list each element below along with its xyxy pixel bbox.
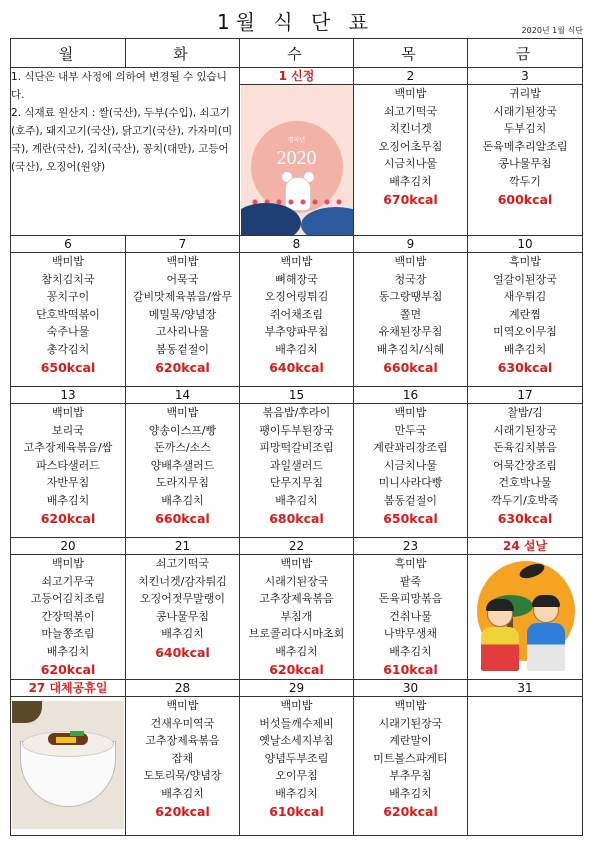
kcal-value: 670kcal bbox=[383, 192, 438, 207]
menu-item: 오징어젓무말랭이 bbox=[139, 592, 225, 605]
seollal-image-cell bbox=[468, 555, 583, 680]
menu-item: 백미밥 bbox=[280, 255, 313, 268]
menu-item: 배추김치 bbox=[275, 342, 318, 356]
menu-item: 만두국 bbox=[394, 423, 427, 437]
menu-item: 배추김치 bbox=[46, 644, 90, 658]
menu-item: 백미밥 bbox=[280, 699, 313, 712]
menu-item: 배추김치 bbox=[389, 644, 432, 658]
menu-item: 돈까스/소스 bbox=[154, 441, 211, 454]
menu-item: 돈육김치볶음 bbox=[493, 441, 557, 454]
kcal-value: 620kcal bbox=[155, 360, 210, 375]
menu-item: 고추장제육볶음/쌈 bbox=[23, 441, 113, 454]
menu-item: 청국장 bbox=[394, 272, 427, 286]
menu-item: 도토리묵/양념장 bbox=[143, 769, 222, 782]
menu-item: 계란말이 bbox=[389, 734, 432, 747]
notice-line-1: 1. 식단은 내부 사정에 의하여 변경될 수 있습니다. bbox=[11, 71, 227, 101]
menu-item: 메밀묵/양념장 bbox=[148, 307, 217, 321]
new-year-small-text: 경자년 bbox=[287, 137, 306, 144]
menu-item: 양념두부조림 bbox=[264, 751, 329, 765]
menu-item: 도라지무침 bbox=[155, 476, 210, 489]
menu-item: 나박무생채 bbox=[383, 627, 438, 640]
menu-item: 옛날소세지부침 bbox=[259, 734, 334, 747]
date-cell: 16 bbox=[354, 387, 468, 404]
menu-item: 양송이스프/빵 bbox=[148, 423, 217, 437]
notice-line-2: 2. 식재료 원산지 : 쌀(국산), 두부(수입), 쇠고기(호주), 돼지고기(국산), 닭고기(국산), 가자미(미국), 계란(국산), 김치(국산), 꽁치(대만), 고등어(국산), 오징어(원양) bbox=[11, 107, 233, 173]
date-cell: 23 bbox=[354, 538, 468, 555]
menu-cell bbox=[126, 555, 240, 680]
kcal-value: 650kcal bbox=[383, 511, 438, 526]
new-year-text: 2020 bbox=[276, 147, 317, 169]
kcal-value: 620kcal bbox=[40, 511, 96, 526]
date-cell: 14 bbox=[126, 387, 240, 404]
weekday-tue: 화 bbox=[126, 39, 240, 68]
kcal-value: 630kcal bbox=[497, 511, 553, 526]
kcal-value: 660kcal bbox=[155, 511, 210, 526]
menu-item: 양배추샐러드 bbox=[150, 458, 215, 472]
kcal-value: 620kcal bbox=[40, 662, 96, 677]
menu-item: 쥐어채조림 bbox=[269, 307, 324, 321]
menu-item: 어묵국 bbox=[166, 272, 199, 286]
menu-item: 쫄면 bbox=[399, 307, 422, 321]
menu-item: 귀리밥 bbox=[509, 87, 541, 100]
menu-item: 배추김치 bbox=[389, 786, 432, 800]
menu-item: 뼈해장국 bbox=[275, 272, 318, 286]
menu-item: 시래기된장국 bbox=[378, 716, 443, 730]
menu-cell bbox=[468, 404, 583, 538]
kcal-value: 610kcal bbox=[383, 662, 438, 677]
date-cell-holiday: 27 대체공휴일 bbox=[11, 680, 126, 697]
menu-item: 백미밥 bbox=[394, 699, 427, 712]
menu-item: 과일샐러드 bbox=[269, 458, 324, 472]
menu-item: 오이무침 bbox=[275, 769, 318, 782]
menu-cell bbox=[126, 404, 240, 538]
menu-item: 배추김치/식혜 bbox=[376, 342, 445, 356]
menu-item: 브로콜리다시마초회 bbox=[248, 627, 345, 640]
kcal-value: 630kcal bbox=[497, 360, 553, 375]
menu-cell bbox=[11, 253, 126, 387]
date-cell: 29 bbox=[240, 680, 354, 697]
menu-item: 돈육메추리알조림 bbox=[482, 139, 568, 153]
page-title: 1월 식 단 표 bbox=[216, 10, 375, 34]
menu-item: 치킨너겟 bbox=[389, 122, 432, 135]
seollal-children-image bbox=[469, 555, 581, 673]
menu-item: 얼갈이된장국 bbox=[493, 272, 557, 286]
newyear-image-cell bbox=[240, 85, 354, 236]
weekday-thu: 목 bbox=[354, 39, 468, 68]
menu-cell bbox=[126, 253, 240, 387]
menu-item: 백미밥 bbox=[52, 255, 84, 268]
menu-item: 깍두기/호박죽 bbox=[491, 493, 559, 507]
menu-item: 배추김치 bbox=[161, 786, 204, 800]
date-cell: 9 bbox=[354, 236, 468, 253]
menu-item: 찰밥/김 bbox=[507, 406, 543, 419]
menu-item: 배추김치 bbox=[389, 174, 432, 188]
menu-item: 콩나물무침 bbox=[155, 609, 210, 623]
menu-item: 흑미밥 bbox=[394, 557, 427, 570]
weekday-mon: 월 bbox=[11, 39, 126, 68]
menu-item: 피망떡갈비조림 bbox=[259, 441, 334, 454]
date-cell: 20 bbox=[11, 538, 126, 555]
menu-item: 계란찜 bbox=[509, 307, 541, 321]
notice-box bbox=[11, 68, 240, 236]
kcal-value: 650kcal bbox=[40, 360, 96, 375]
menu-item: 단무지무침 bbox=[269, 476, 324, 489]
menu-item: 백미밥 bbox=[52, 406, 84, 419]
menu-item: 배추김치 bbox=[46, 493, 90, 507]
menu-cell bbox=[11, 404, 126, 538]
menu-item: 백미밥 bbox=[394, 255, 427, 268]
menu-item: 자반무침 bbox=[46, 476, 90, 489]
menu-item: 시래기된장국 bbox=[493, 104, 557, 118]
menu-item: 두부김치 bbox=[503, 122, 547, 135]
menu-item: 미트볼스파게티 bbox=[373, 751, 448, 765]
empty-menu-cell bbox=[468, 697, 583, 836]
menu-item: 배추김치 bbox=[275, 786, 318, 800]
menu-item: 고추장제육볶음 bbox=[259, 592, 334, 605]
menu-item: 건호박나물 bbox=[498, 476, 552, 489]
menu-item: 백미밥 bbox=[280, 557, 313, 570]
date-cell: 28 bbox=[126, 680, 240, 697]
menu-item: 단호박떡볶이 bbox=[36, 307, 100, 321]
menu-item: 배추김치 bbox=[275, 493, 318, 507]
weekday-header-row bbox=[11, 39, 583, 68]
menu-item: 유채된장무침 bbox=[378, 325, 443, 338]
kcal-value: 640kcal bbox=[269, 360, 324, 375]
kcal-value: 640kcal bbox=[155, 644, 210, 660]
date-cell: 1 신정 bbox=[240, 68, 354, 85]
menu-cell bbox=[240, 697, 354, 836]
menu-item: 시래기된장국 bbox=[493, 423, 557, 437]
date-cell: 6 bbox=[11, 236, 126, 253]
tteokguk-image-cell bbox=[11, 697, 126, 836]
menu-item: 파스타샐러드 bbox=[36, 458, 100, 472]
menu-item: 갈비맛제육볶음/쌈무 bbox=[132, 290, 233, 303]
menu-item: 백미밥 bbox=[394, 406, 427, 419]
menu-cell bbox=[354, 555, 468, 680]
date-cell: 22 bbox=[240, 538, 354, 555]
menu-cell bbox=[11, 555, 126, 680]
kcal-value: 680kcal bbox=[269, 511, 324, 526]
menu-item: 볶음밥/후라이 bbox=[262, 406, 331, 419]
kcal-value: 610kcal bbox=[269, 804, 324, 819]
kcal-value: 620kcal bbox=[383, 804, 438, 819]
kcal-value: 620kcal bbox=[155, 804, 210, 819]
date-cell: 8 bbox=[240, 236, 354, 253]
new-year-2020-image bbox=[241, 85, 353, 235]
menu-item: 팽이두부된장국 bbox=[259, 423, 334, 437]
menu-item: 시금치나물 bbox=[383, 157, 438, 170]
menu-item: 치킨너겟/감자튀김 bbox=[138, 574, 227, 588]
menu-item: 오징어링튀김 bbox=[264, 290, 329, 303]
menu-item: 고등어김치조림 bbox=[30, 592, 106, 605]
weekday-fri: 금 bbox=[468, 39, 583, 68]
menu-item: 고사리나물 bbox=[155, 325, 210, 338]
menu-item: 팥죽 bbox=[399, 574, 422, 588]
menu-item: 쇠고기무국 bbox=[41, 574, 95, 588]
date-cell: 15 bbox=[240, 387, 354, 404]
menu-item: 건새우미역국 bbox=[150, 716, 215, 730]
date-cell: 2 bbox=[354, 68, 468, 85]
menu-item: 시금치나물 bbox=[383, 458, 438, 472]
menu-calendar bbox=[10, 38, 583, 836]
menu-cell bbox=[468, 253, 583, 387]
date-cell: 30 bbox=[354, 680, 468, 697]
menu-item: 잡채 bbox=[171, 751, 194, 765]
date-cell: 3 bbox=[468, 68, 583, 85]
menu-item: 참치김치국 bbox=[41, 272, 95, 286]
menu-item: 새우튀김 bbox=[503, 290, 547, 303]
menu-cell bbox=[240, 555, 354, 680]
menu-item: 버섯들깨수제비 bbox=[259, 716, 334, 730]
menu-item: 꽁치구이 bbox=[46, 290, 90, 303]
menu-item: 배추김치 bbox=[161, 627, 204, 640]
menu-item: 보리국 bbox=[52, 423, 84, 437]
date-cell: 17 bbox=[468, 387, 583, 404]
menu-item: 시래기된장국 bbox=[264, 574, 329, 588]
menu-item: 오징어초무침 bbox=[378, 139, 443, 153]
menu-item: 흑미밥 bbox=[509, 255, 541, 268]
menu-cell bbox=[240, 404, 354, 538]
menu-item: 마늘쫑조림 bbox=[41, 627, 95, 640]
date-cell-holiday: 24 설날 bbox=[468, 538, 583, 555]
menu-item: 어묵간장조림 bbox=[493, 458, 557, 472]
menu-item: 동그랑땡부침 bbox=[378, 290, 443, 303]
page-subtitle: 2020년 1월 식단 bbox=[521, 26, 583, 35]
menu-item: 깍두기 bbox=[509, 174, 541, 188]
menu-item: 부추양파무침 bbox=[264, 325, 329, 338]
menu-cell bbox=[354, 85, 468, 236]
menu-cell bbox=[468, 85, 583, 236]
menu-item: 콩나물무침 bbox=[498, 157, 552, 170]
menu-item: 배추김치 bbox=[275, 644, 318, 658]
menu-cell bbox=[354, 404, 468, 538]
menu-cell bbox=[240, 253, 354, 387]
menu-item: 백미밥 bbox=[52, 557, 84, 570]
menu-item: 백미밥 bbox=[394, 87, 427, 100]
menu-item: 부침개 bbox=[280, 609, 313, 623]
date-cell: 13 bbox=[11, 387, 126, 404]
menu-item: 간장떡볶이 bbox=[41, 609, 95, 623]
weekday-wed: 수 bbox=[240, 39, 354, 68]
date-cell: 31 bbox=[468, 680, 583, 697]
date-cell: 7 bbox=[126, 236, 240, 253]
menu-item: 백미밥 bbox=[166, 406, 199, 419]
menu-item: 백미밥 bbox=[166, 255, 199, 268]
menu-item: 돈육피망볶음 bbox=[378, 592, 443, 605]
menu-item: 쇠고기떡국 bbox=[155, 557, 210, 570]
menu-item: 고추장제육볶음 bbox=[145, 734, 220, 747]
menu-item: 미역오이무침 bbox=[493, 325, 557, 338]
menu-cell bbox=[354, 253, 468, 387]
menu-cell bbox=[354, 697, 468, 836]
menu-item: 배추김치 bbox=[503, 342, 547, 356]
menu-item: 미니사라다빵 bbox=[378, 476, 443, 489]
menu-item: 건취나물 bbox=[389, 609, 432, 623]
kcal-value: 620kcal bbox=[269, 662, 324, 677]
menu-item: 배추김치 bbox=[161, 493, 204, 507]
menu-item: 봄동겉절이 bbox=[155, 342, 210, 356]
menu-item: 봄동겉절이 bbox=[383, 493, 438, 507]
menu-item: 백미밥 bbox=[166, 699, 199, 712]
menu-item: 부추무침 bbox=[389, 769, 432, 782]
menu-item: 숙주나물 bbox=[46, 325, 90, 338]
tteokguk-bowl-image bbox=[12, 701, 124, 829]
kcal-value: 600kcal bbox=[497, 192, 553, 207]
menu-item: 쇠고기떡국 bbox=[383, 104, 438, 118]
menu-item: 총각김치 bbox=[46, 342, 90, 356]
menu-item: 계란꽈리장조림 bbox=[373, 441, 448, 454]
kcal-value: 660kcal bbox=[383, 360, 438, 375]
date-cell: 10 bbox=[468, 236, 583, 253]
menu-cell bbox=[126, 697, 240, 836]
date-cell: 21 bbox=[126, 538, 240, 555]
